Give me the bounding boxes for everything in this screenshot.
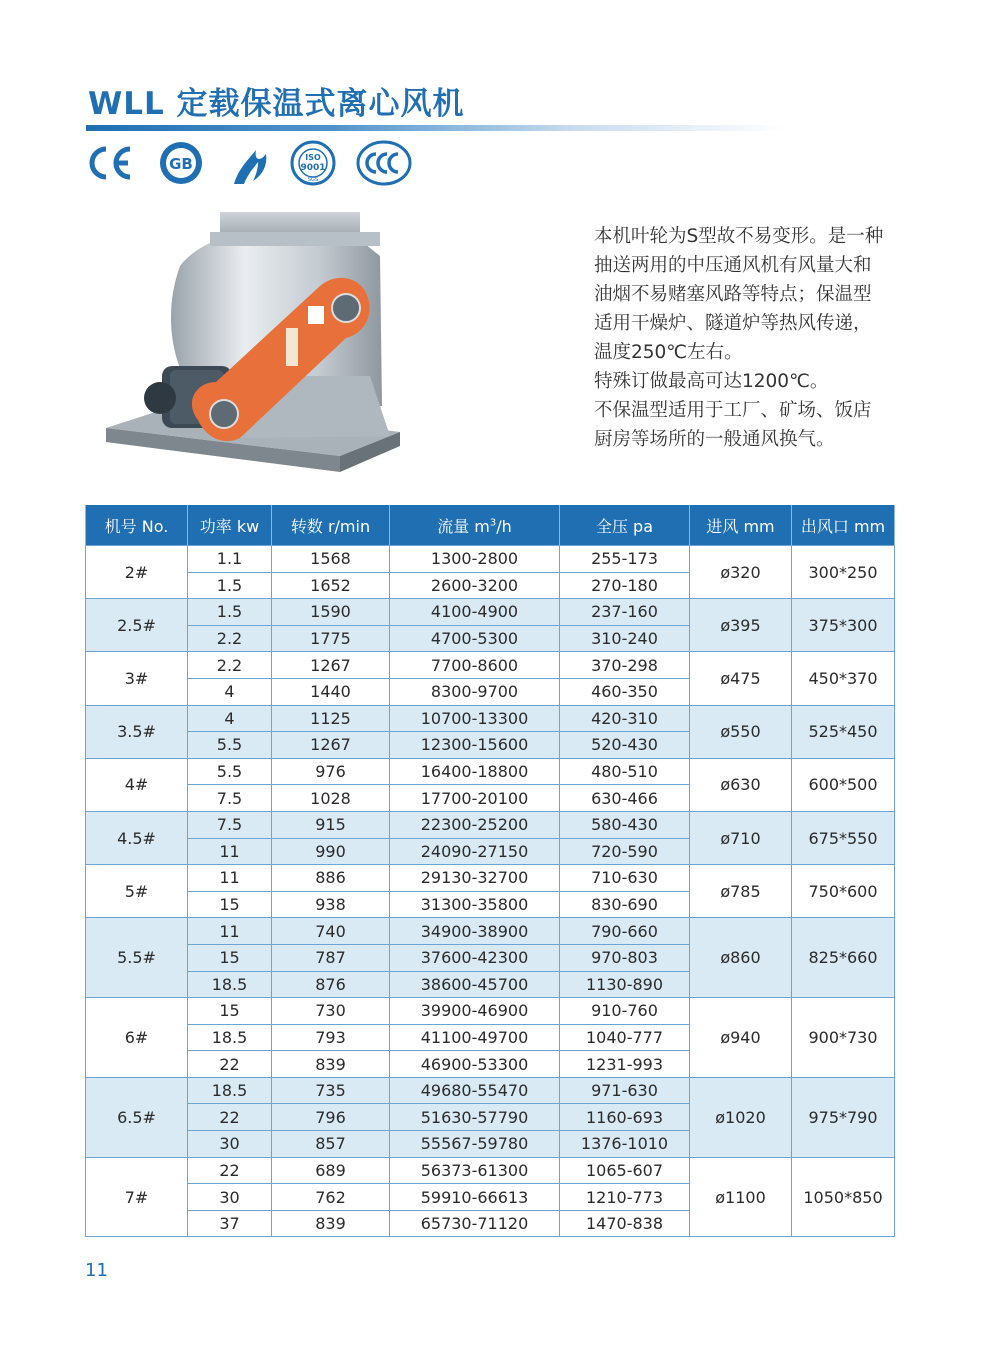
flow-cell: 22300-25200 [390,811,560,838]
pressure-cell: 420-310 [560,705,690,732]
product-description [594,222,924,454]
description-line: 本机叶轮为S型故不易变形。是一种 [594,226,884,247]
pressure-cell: 790-660 [560,918,690,945]
description-line: 适用干燥炉、隧道炉等热风传递， [594,313,872,334]
flow-cell: 8300-9700 [390,678,560,705]
pressure-cell: 630-466 [560,785,690,812]
model-group [86,918,895,998]
header-flow: 流量 $m^3/h$ [390,505,560,546]
outlet-cell: 450*370 [792,652,895,705]
spec-table [85,505,895,1237]
header-speed: 转数 r/min [272,505,390,546]
flow-cell: 56373-61300 [390,1157,560,1184]
model-cell: 2.5# [86,599,188,652]
power-cell: 30 [188,1131,272,1158]
centrifugal-fan-image [100,206,500,484]
model-group [86,599,895,652]
flow-cell: 39900-46900 [390,998,560,1025]
power-cell: 2.2 [188,625,272,652]
model-cell: 2# [86,546,188,599]
model-group [86,546,895,599]
pressure-cell: 255-173 [560,546,690,573]
speed-cell: 938 [272,891,390,918]
outlet-cell: 525*450 [792,705,895,758]
inlet-cell: ø710 [690,811,792,864]
inlet-cell: ø1100 [690,1157,792,1237]
svg-text:ISO: ISO [305,153,321,162]
inlet-cell: ø395 [690,599,792,652]
quality-flame-icon [226,140,276,186]
pressure-cell: 580-430 [560,811,690,838]
header-power: 功率 kw [188,505,272,546]
description-line: 油烟不易赌塞风路等特点；保温型 [594,284,872,305]
power-cell: 30 [188,1184,272,1211]
model-group [86,865,895,918]
inlet-cell: ø630 [690,758,792,811]
speed-cell: 735 [272,1077,390,1104]
power-cell: 4 [188,678,272,705]
flow-cell: 7700-8600 [390,652,560,679]
model-cell: 7# [86,1157,188,1237]
model-group [86,1157,895,1237]
model-group [86,998,895,1078]
header-pressure: 全压 pa [560,505,690,546]
speed-cell: 787 [272,944,390,971]
flow-cell: 12300-15600 [390,732,560,759]
inlet-cell: ø475 [690,652,792,705]
table-row [86,546,895,573]
speed-cell: 876 [272,971,390,998]
outlet-cell: 600*500 [792,758,895,811]
table-row [86,918,895,945]
table-row [86,811,895,838]
power-cell: 18.5 [188,1024,272,1051]
pressure-cell: 1160-693 [560,1104,690,1131]
flow-cell: 29130-32700 [390,865,560,892]
power-cell: 11 [188,865,272,892]
page-title: WLL 定载保温式离心风机 [88,86,465,122]
model-group [86,652,895,705]
power-cell: 22 [188,1104,272,1131]
header-inlet: 进风 mm [690,505,792,546]
inlet-cell: ø320 [690,546,792,599]
outlet-cell: 825*660 [792,918,895,998]
flow-cell: 24090-27150 [390,838,560,865]
flow-cell: 10700-13300 [390,705,560,732]
speed-cell: 839 [272,1210,390,1237]
speed-cell: 976 [272,758,390,785]
model-group [86,1077,895,1157]
power-cell: 5.5 [188,758,272,785]
power-cell: 7.5 [188,785,272,812]
pressure-cell: 910-760 [560,998,690,1025]
power-cell: 15 [188,944,272,971]
power-cell: 1.5 [188,572,272,599]
outlet-cell: 300*250 [792,546,895,599]
flow-cell: 37600-42300 [390,944,560,971]
speed-cell: 796 [272,1104,390,1131]
power-cell: 4 [188,705,272,732]
model-cell: 3# [86,652,188,705]
speed-cell: 990 [272,838,390,865]
flow-cell: 16400-18800 [390,758,560,785]
flow-cell: 1300-2800 [390,546,560,573]
speed-cell: 1440 [272,678,390,705]
power-cell: 37 [188,1210,272,1237]
speed-cell: 1590 [272,599,390,626]
outlet-cell: 750*600 [792,865,895,918]
pressure-cell: 310-240 [560,625,690,652]
pressure-cell: 710-630 [560,865,690,892]
inlet-cell: ø785 [690,865,792,918]
flow-cell: 65730-71120 [390,1210,560,1237]
speed-cell: 1267 [272,652,390,679]
speed-cell: 1568 [272,546,390,573]
description-line: 特殊订做最高可达1200℃。 [594,371,829,392]
flow-cell: 51630-57790 [390,1104,560,1131]
pressure-cell: 1040-777 [560,1024,690,1051]
inlet-cell: ø940 [690,998,792,1078]
outlet-cell: 375*300 [792,599,895,652]
model-cell: 4.5# [86,811,188,864]
table-row [86,998,895,1025]
model-cell: 5.5# [86,918,188,998]
speed-cell: 1775 [272,625,390,652]
table-row [86,705,895,732]
power-cell: 2.2 [188,652,272,679]
flow-cell: 38600-45700 [390,971,560,998]
table-header-row [86,505,895,546]
pressure-cell: 1065-607 [560,1157,690,1184]
power-cell: 7.5 [188,811,272,838]
description-line: 抽送两用的中压通风机有风量大和 [594,255,872,276]
power-cell: 11 [188,838,272,865]
flow-cell: 31300-35800 [390,891,560,918]
speed-cell: 740 [272,918,390,945]
pressure-cell: 1130-890 [560,971,690,998]
pressure-cell: 971-630 [560,1077,690,1104]
flow-cell: 4100-4900 [390,599,560,626]
header-model: 机号 No. [86,505,188,546]
description-line: 温度250℃左右。 [594,342,743,363]
outlet-cell: 1050*850 [792,1157,895,1237]
table-row [86,758,895,785]
gb-seal-icon [156,140,206,186]
power-cell: 15 [188,891,272,918]
pressure-cell: 720-590 [560,838,690,865]
pressure-cell: 1210-773 [560,1184,690,1211]
outlet-cell: 975*790 [792,1077,895,1157]
pressure-cell: 480-510 [560,758,690,785]
table-row [86,652,895,679]
model-group [86,705,895,758]
inlet-cell: ø1020 [690,1077,792,1157]
pressure-cell: 1376-1010 [560,1131,690,1158]
table-row [86,599,895,626]
flow-cell: 34900-38900 [390,918,560,945]
pressure-cell: 370-298 [560,652,690,679]
power-cell: 22 [188,1051,272,1078]
table-row [86,865,895,892]
table-row [86,1157,895,1184]
flow-cell: 59910-66613 [390,1184,560,1211]
model-cell: 3.5# [86,705,188,758]
outlet-cell: 675*550 [792,811,895,864]
flow-cell: 41100-49700 [390,1024,560,1051]
pressure-cell: 270-180 [560,572,690,599]
power-cell: 1.1 [188,546,272,573]
inlet-cell: ø860 [690,918,792,998]
description-line: 厨房等场所的一般通风换气。 [594,429,835,450]
speed-cell: 762 [272,1184,390,1211]
flow-cell: 4700-5300 [390,625,560,652]
power-cell: 15 [188,998,272,1025]
speed-cell: 793 [272,1024,390,1051]
flow-cell: 55567-59780 [390,1131,560,1158]
ccc-mark-icon [356,140,412,186]
flow-cell: 17700-20100 [390,785,560,812]
pressure-cell: 830-690 [560,891,690,918]
flow-cell: 46900-53300 [390,1051,560,1078]
inlet-cell: ø550 [690,705,792,758]
description-line: 不保温型适用于工厂、矿场、饭店 [594,400,872,421]
pressure-cell: 237-160 [560,599,690,626]
flow-cell: 49680-55470 [390,1077,560,1104]
power-cell: 22 [188,1157,272,1184]
power-cell: 11 [188,918,272,945]
speed-cell: 857 [272,1131,390,1158]
model-group [86,811,895,864]
model-cell: 6# [86,998,188,1078]
power-cell: 18.5 [188,1077,272,1104]
title-underline [86,125,786,131]
speed-cell: 915 [272,811,390,838]
model-group [86,758,895,811]
table-row [86,1077,895,1104]
page-number: 11 [85,1260,108,1281]
svg-text:SGS: SGS [307,177,319,183]
power-cell: 5.5 [188,732,272,759]
model-cell: 6.5# [86,1077,188,1157]
pressure-cell: 1231-993 [560,1051,690,1078]
pressure-cell: 520-430 [560,732,690,759]
svg-text:GB: GB [169,155,193,173]
pressure-cell: 970-803 [560,944,690,971]
header-outlet: 出风口 mm [792,505,895,546]
speed-cell: 839 [272,1051,390,1078]
outlet-cell: 900*730 [792,998,895,1078]
speed-cell: 886 [272,865,390,892]
power-cell: 18.5 [188,971,272,998]
speed-cell: 1267 [272,732,390,759]
model-cell: 4# [86,758,188,811]
pressure-cell: 1470-838 [560,1210,690,1237]
flow-cell: 2600-3200 [390,572,560,599]
pressure-cell: 460-350 [560,678,690,705]
power-cell: 1.5 [188,599,272,626]
model-cell: 5# [86,865,188,918]
svg-text:9001: 9001 [300,163,326,173]
speed-cell: 1028 [272,785,390,812]
speed-cell: 1125 [272,705,390,732]
speed-cell: 1652 [272,572,390,599]
speed-cell: 689 [272,1157,390,1184]
speed-cell: 730 [272,998,390,1025]
iso9001-seal-icon [288,140,338,186]
ce-mark-icon [84,140,134,186]
